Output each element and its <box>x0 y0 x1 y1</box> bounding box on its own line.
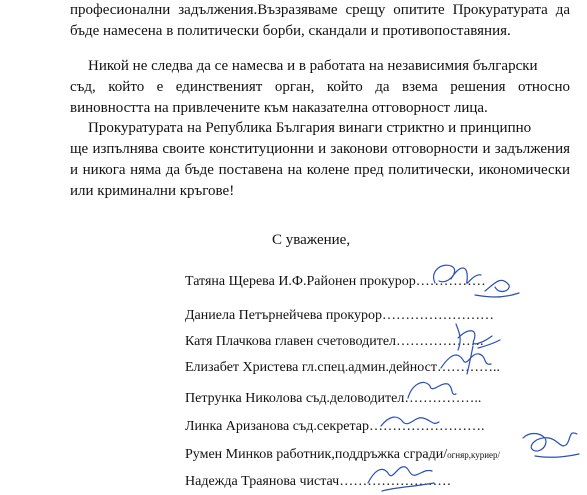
signatory-name: Румен Минков работник,поддръжка сгради/ <box>185 447 448 462</box>
signature-dots: ………….. <box>436 360 500 375</box>
paragraph-1-line-2: бъде намесена в политически борби, скандали и противопоставяния. <box>70 23 511 39</box>
signatory-name: Надежда Траянова чистач <box>185 474 340 489</box>
paragraph-3-line-3: и никога няма да бъде поставена на колене пред политически, икономически <box>70 162 570 178</box>
signatory-name: Даниела Петърнейчева прокурор <box>185 308 383 323</box>
paragraph-2-line-3: виновността на привлечените към наказателна отговорност лица. <box>70 100 488 116</box>
paragraph-2-line-1: Никой не следва да се намесва и в работата на независимия български <box>88 58 538 74</box>
signature-dots: …………….. <box>404 391 482 406</box>
signature-dots: ……………………. <box>368 419 485 434</box>
signatory-role-note: огняр,куриер/ <box>447 450 501 460</box>
paragraph-3 <box>70 118 570 202</box>
signatory-row <box>185 308 494 324</box>
paragraph-2 <box>70 56 570 119</box>
signatory-name: Катя Плачкова главен счетоводител <box>185 334 397 349</box>
signatory-name: Елизабет Христева гл.спец.админ.дейност <box>185 360 437 375</box>
paragraph-3-line-1: Прокуратурата на Република България винаги стриктно и принципно <box>88 120 532 136</box>
paragraph-3-line-4: или криминални кръгове! <box>70 183 235 199</box>
paragraph-3-line-2: ще изпълнява своите конституционни и законови отговорности и задължения <box>70 141 570 157</box>
signatory-name: Татяна Щерева И.Ф.Районен прокурор <box>185 274 416 289</box>
paragraph-1 <box>70 0 570 42</box>
signatory-row <box>185 334 484 350</box>
closing-salutation: С уважение, <box>272 232 351 248</box>
signature-dots: …………………… <box>339 474 452 489</box>
signatory-row <box>185 360 500 376</box>
signatory-row <box>185 274 486 290</box>
signature-dots: …………… <box>415 274 486 289</box>
signature-dots: ………………. <box>396 334 484 349</box>
signatory-row <box>185 474 451 490</box>
signatory-row <box>185 391 481 407</box>
signatory-name: Линка Аризанова съд.секретар <box>185 419 369 434</box>
signatory-name: Петрунка Николова съд.деловодител <box>185 391 405 406</box>
signature-dots: …………………… <box>382 308 495 323</box>
signatory-row <box>185 419 484 435</box>
handwritten-signature-6 <box>515 420 585 466</box>
signatory-row <box>185 447 500 463</box>
paragraph-2-line-2: съд, който е единственият орган, който да взема решения относно <box>70 79 570 95</box>
paragraph-1-line-1: професионални задължения.Възразяваме срещу опитите Прокуратурата да <box>70 2 570 18</box>
